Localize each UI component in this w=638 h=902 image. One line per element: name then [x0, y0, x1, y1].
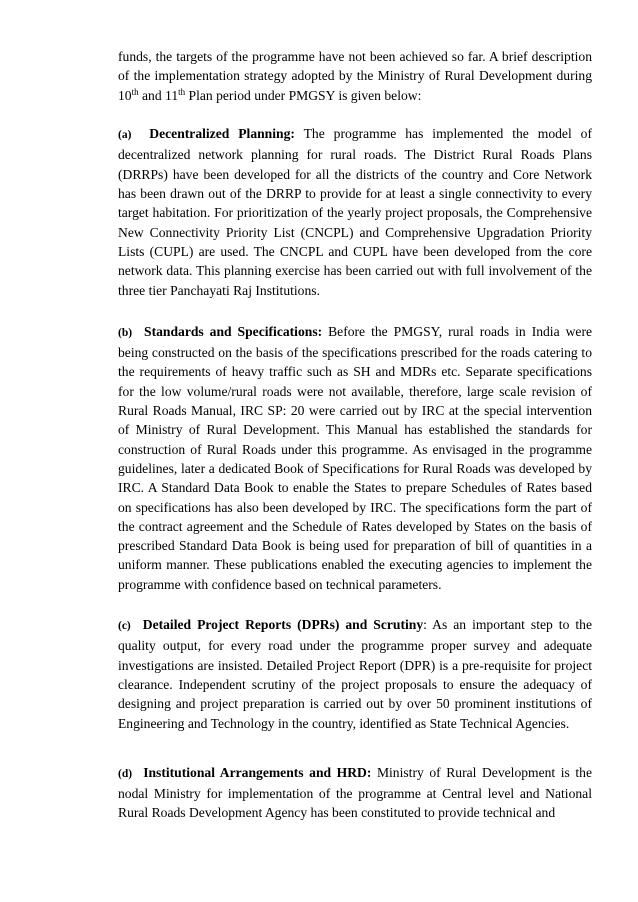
intro-text-end: Plan period under PMGSY is given below: — [185, 87, 422, 103]
section-body: Ministry of Rural Development is the nodal Ministry for implementation of the programme at Central level and National Rural Roads Development Agency has been constituted to provide technical and — [118, 764, 593, 821]
section-b-paragraph — [118, 322, 592, 594]
intro-text-mid: and 11 — [138, 87, 179, 103]
superscript-th: th — [131, 86, 139, 97]
section-letter: (a) — [118, 129, 132, 142]
intro-paragraph — [118, 47, 592, 105]
section-c-paragraph — [118, 615, 592, 733]
section-letter: (b) — [118, 326, 133, 339]
section-letter: (c) — [118, 620, 131, 633]
section-heading: Standards and Specifications: — [144, 323, 323, 339]
section-heading: Detailed Project Reports (DPRs) and Scrutiny — [142, 617, 424, 633]
section-letter: (d) — [118, 767, 133, 780]
intro-text-start: funds, the targets of the programme have not been achieved so far. A brief description of the implementation strategy adopted by the Ministry of Rural Development during 10 — [118, 49, 592, 103]
section-body: The programme has implemented the model of decentralized network planning for rural roads. The District Rural Roads Plans (DRRPs) have been developed for all the districts of the country and Core Network has been drawn out of the DRRP to provide for at least a single connectivity to every target habitation. For prioritization of the yearly project proposals, the Comprehensive New Connectivity Priority List (CNCPL) and Comprehensive Upgradation Priority Lists (CUPL) are used. The CNCPL and CUPL have been developed from the core network data. This planning exercise has been carried out with full involvement of the three tier Panchayati Raj Institutions. — [118, 126, 592, 298]
section-heading: Decentralized Planning: — [149, 126, 295, 142]
section-body: Before the PMGSY, rural roads in India were being constructed on the basis of the specifications prescribed for the roads catering to the requirements of heavy traffic such as SH and MDRs etc. Separate specifications for the low volume/rural roads were not available, therefore, large scale revision of Rural Roads Manual, IRC SP: 20 were carried out by IRC at the special intervention of Ministry of Rural Development. This Manual has established the standards for construction of Rural Roads under this programme. As envisaged in the programme guidelines, later a dedicated Book of Specifications for Rural Roads was developed by IRC. A Standard Data Book to enable the States to prepare Schedules of Rates based on specifications has also been developed by IRC. The specifications form the part of the contract agreement and the Schedule of Rates developed by States on the basis of prescribed Standard Data Book is being used for preparation of bill of quantities in a uniform manner. These publications enabled the executing agencies to implement the programme with confidence based on technical parameters. — [118, 323, 593, 592]
superscript-th: th — [178, 86, 186, 97]
section-d-paragraph — [118, 763, 592, 823]
document-page — [118, 47, 592, 842]
section-body: : As an important step to the quality output, for every road under the programme proper survey and adequate investigations are insisted. Detailed Project Report (DPR) is a pre-requisite for project clearance. Independent scrutiny of the project proposals to ensure the adequacy of designing and project preparation is carried out by over 50 prominent institutions of Engineering and Technology in the country, identified as State Technical Agencies. — [118, 617, 592, 731]
section-heading: Institutional Arrangements and HRD: — [143, 764, 372, 780]
section-a-paragraph — [118, 124, 592, 300]
